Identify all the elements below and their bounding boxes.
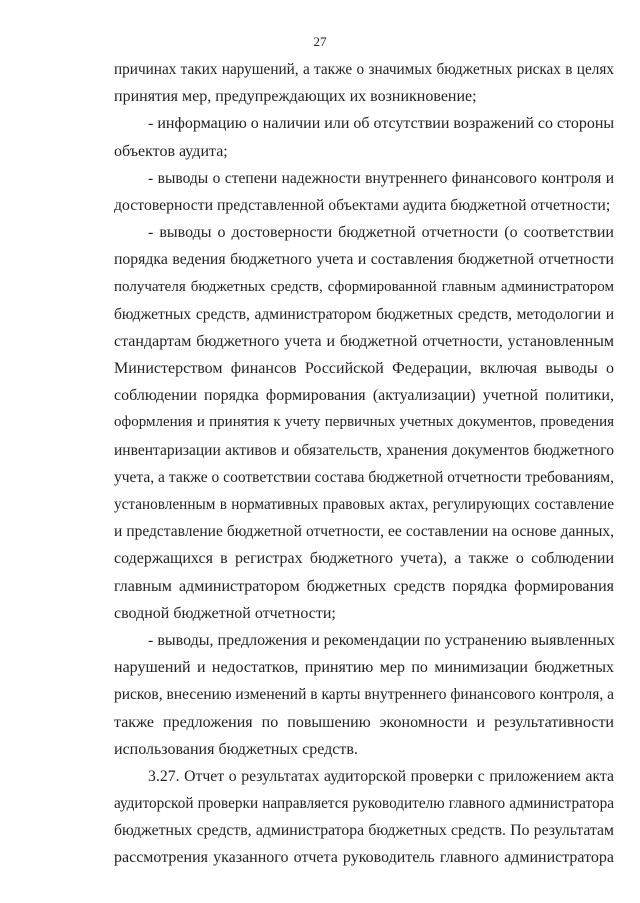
text-line: бюджетных средств, администратором бюджетных средств, методологии и <box>114 305 614 323</box>
text-line: оформления и принятия к учету первичных учетных документов, проведения <box>114 414 614 431</box>
text-line: установленным в нормативных правовых актах, регулирующих составление <box>114 496 614 513</box>
text-line: содержащихся в регистрах бюджетного учета), а также о соблюдении <box>114 550 614 568</box>
text-line: причинах таких нарушений, а также о значимых бюджетных рисках в целях <box>114 61 614 78</box>
text-line: порядка ведения бюджетного учета и составления бюджетной отчетности <box>114 251 614 269</box>
text-line: достоверности представленной объектами аудита бюджетной отчетности; <box>114 196 611 214</box>
text-line: также предложения по повышению экономности и результативности <box>114 713 614 731</box>
document-body <box>114 56 614 872</box>
paragraph-bullet-reliability <box>114 165 614 219</box>
text-line: Министерством финансов Российской Федерации, включая выводы о <box>114 360 614 378</box>
text-line: использования бюджетных средств. <box>114 740 358 758</box>
text-line: инвентаризации активов и обязательств, хранения документов бюджетного <box>114 441 614 459</box>
text-line: 3.27. Отчет о результатах аудиторской проверки с приложением акта <box>148 767 614 785</box>
paragraph-bullet-accuracy <box>114 219 614 627</box>
text-line: и представление бюджетной отчетности, ее составлении на основе данных, <box>114 523 614 541</box>
text-line: получателя бюджетных средств, сформированной главным администратором <box>114 278 614 295</box>
text-line: - выводы о степени надежности внутреннего финансового контроля и <box>148 169 614 187</box>
text-line: объектов аудита; <box>114 142 228 160</box>
paragraph-bullet-recommendations <box>114 627 614 763</box>
text-line: бюджетных средств, администратора бюджетных средств. По результатам <box>114 822 614 840</box>
text-line: рассмотрения указанного отчета руководитель главного администратора <box>114 849 614 867</box>
paragraph-continuation <box>114 56 614 110</box>
text-line: - выводы о достоверности бюджетной отчетности (о соответствии <box>148 224 614 242</box>
paragraph-clause-3-27 <box>114 763 614 872</box>
text-line: главным администратором бюджетных средств порядка формирования <box>114 577 614 595</box>
text-line: рисков, внесению изменений в карты внутреннего финансового контроля, а <box>114 686 614 704</box>
text-line: принятия мер, предупреждающих их возникновение; <box>114 88 477 106</box>
text-line: нарушений и недостатков, принятию мер по минимизации бюджетных <box>114 659 614 677</box>
paragraph-bullet-objections <box>114 110 614 164</box>
text-line: стандартам бюджетного учета и бюджетной отчетности, установленным <box>114 332 614 350</box>
page-number: 27 <box>313 34 327 49</box>
text-line: соблюдении порядка формирования (актуализации) учетной политики, <box>114 387 614 405</box>
text-line: сводной бюджетной отчетности; <box>114 604 336 622</box>
text-line: учета, а также о соответствии состава бюджетной отчетности требованиям, <box>114 468 614 486</box>
text-line: аудиторской проверки направляется руководителю главного администратора <box>114 795 614 813</box>
text-line: - выводы, предложения и рекомендации по устранению выявленных <box>148 631 615 649</box>
text-line: - информацию о наличии или об отсутствии возражений со стороны <box>148 115 615 133</box>
